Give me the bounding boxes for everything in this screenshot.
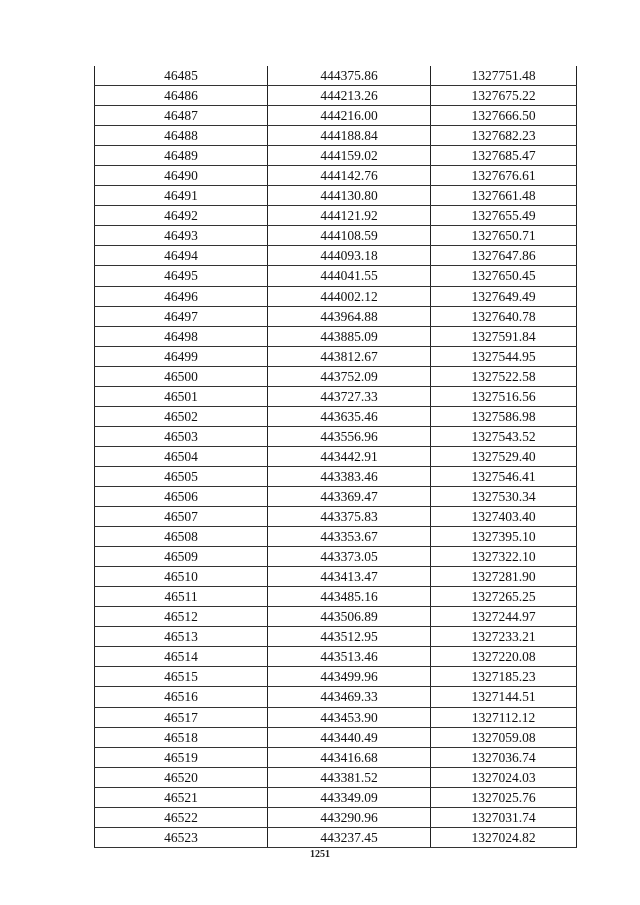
y-coordinate-cell: 1327546.41 xyxy=(431,466,577,486)
y-coordinate-cell: 1327661.48 xyxy=(431,186,577,206)
x-coordinate-cell: 443556.96 xyxy=(268,426,431,446)
point-id-cell: 46502 xyxy=(95,406,268,426)
table-row xyxy=(95,406,577,426)
x-coordinate-cell: 443812.67 xyxy=(268,346,431,366)
table-row xyxy=(95,547,577,567)
y-coordinate-cell: 1327591.84 xyxy=(431,326,577,346)
point-id-cell: 46517 xyxy=(95,707,268,727)
point-id-cell: 46488 xyxy=(95,126,268,146)
y-coordinate-cell: 1327666.50 xyxy=(431,106,577,126)
x-coordinate-cell: 443485.16 xyxy=(268,587,431,607)
point-id-cell: 46505 xyxy=(95,466,268,486)
y-coordinate-cell: 1327024.82 xyxy=(431,827,577,847)
table-row xyxy=(95,466,577,486)
y-coordinate-cell: 1327244.97 xyxy=(431,607,577,627)
point-id-cell: 46498 xyxy=(95,326,268,346)
y-coordinate-cell: 1327682.23 xyxy=(431,126,577,146)
point-id-cell: 46491 xyxy=(95,186,268,206)
table-row xyxy=(95,807,577,827)
table-row xyxy=(95,186,577,206)
x-coordinate-cell: 443416.68 xyxy=(268,747,431,767)
y-coordinate-cell: 1327530.34 xyxy=(431,486,577,506)
table-row xyxy=(95,326,577,346)
coordinates-table-body xyxy=(95,66,577,847)
y-coordinate-cell: 1327233.21 xyxy=(431,627,577,647)
y-coordinate-cell: 1327031.74 xyxy=(431,807,577,827)
y-coordinate-cell: 1327529.40 xyxy=(431,446,577,466)
table-row xyxy=(95,787,577,807)
y-coordinate-cell: 1327675.22 xyxy=(431,86,577,106)
point-id-cell: 46501 xyxy=(95,386,268,406)
point-id-cell: 46503 xyxy=(95,426,268,446)
point-id-cell: 46521 xyxy=(95,787,268,807)
x-coordinate-cell: 444216.00 xyxy=(268,106,431,126)
y-coordinate-cell: 1327025.76 xyxy=(431,787,577,807)
y-coordinate-cell: 1327403.40 xyxy=(431,507,577,527)
y-coordinate-cell: 1327281.90 xyxy=(431,567,577,587)
x-coordinate-cell: 443512.95 xyxy=(268,627,431,647)
x-coordinate-cell: 443381.52 xyxy=(268,767,431,787)
table-row xyxy=(95,126,577,146)
y-coordinate-cell: 1327586.98 xyxy=(431,406,577,426)
table-row xyxy=(95,366,577,386)
table-row xyxy=(95,567,577,587)
point-id-cell: 46496 xyxy=(95,286,268,306)
x-coordinate-cell: 443635.46 xyxy=(268,406,431,426)
x-coordinate-cell: 444188.84 xyxy=(268,126,431,146)
y-coordinate-cell: 1327650.45 xyxy=(431,266,577,286)
x-coordinate-cell: 444375.86 xyxy=(268,66,431,86)
x-coordinate-cell: 444121.92 xyxy=(268,206,431,226)
point-id-cell: 46516 xyxy=(95,687,268,707)
x-coordinate-cell: 443353.67 xyxy=(268,527,431,547)
x-coordinate-cell: 443290.96 xyxy=(268,807,431,827)
point-id-cell: 46519 xyxy=(95,747,268,767)
point-id-cell: 46499 xyxy=(95,346,268,366)
y-coordinate-cell: 1327522.58 xyxy=(431,366,577,386)
x-coordinate-cell: 443369.47 xyxy=(268,486,431,506)
x-coordinate-cell: 443506.89 xyxy=(268,607,431,627)
y-coordinate-cell: 1327220.08 xyxy=(431,647,577,667)
point-id-cell: 46487 xyxy=(95,106,268,126)
y-coordinate-cell: 1327647.86 xyxy=(431,246,577,266)
x-coordinate-cell: 443375.83 xyxy=(268,507,431,527)
y-coordinate-cell: 1327685.47 xyxy=(431,146,577,166)
table-row xyxy=(95,106,577,126)
y-coordinate-cell: 1327650.71 xyxy=(431,226,577,246)
point-id-cell: 46507 xyxy=(95,507,268,527)
x-coordinate-cell: 443373.05 xyxy=(268,547,431,567)
y-coordinate-cell: 1327322.10 xyxy=(431,547,577,567)
table-row xyxy=(95,446,577,466)
table-row xyxy=(95,266,577,286)
point-id-cell: 46511 xyxy=(95,587,268,607)
x-coordinate-cell: 443885.09 xyxy=(268,326,431,346)
point-id-cell: 46490 xyxy=(95,166,268,186)
table-row xyxy=(95,687,577,707)
x-coordinate-cell: 443349.09 xyxy=(268,787,431,807)
y-coordinate-cell: 1327059.08 xyxy=(431,727,577,747)
x-coordinate-cell: 443383.46 xyxy=(268,466,431,486)
x-coordinate-cell: 444093.18 xyxy=(268,246,431,266)
point-id-cell: 46504 xyxy=(95,446,268,466)
y-coordinate-cell: 1327112.12 xyxy=(431,707,577,727)
x-coordinate-cell: 444142.76 xyxy=(268,166,431,186)
point-id-cell: 46506 xyxy=(95,486,268,506)
table-row xyxy=(95,627,577,647)
point-id-cell: 46489 xyxy=(95,146,268,166)
point-id-cell: 46492 xyxy=(95,206,268,226)
point-id-cell: 46515 xyxy=(95,667,268,687)
x-coordinate-cell: 443453.90 xyxy=(268,707,431,727)
point-id-cell: 46493 xyxy=(95,226,268,246)
table-row xyxy=(95,66,577,86)
y-coordinate-cell: 1327036.74 xyxy=(431,747,577,767)
table-row xyxy=(95,767,577,787)
coordinates-table xyxy=(94,66,577,848)
point-id-cell: 46509 xyxy=(95,547,268,567)
table-row xyxy=(95,346,577,366)
y-coordinate-cell: 1327185.23 xyxy=(431,667,577,687)
y-coordinate-cell: 1327751.48 xyxy=(431,66,577,86)
table-row xyxy=(95,246,577,266)
y-coordinate-cell: 1327655.49 xyxy=(431,206,577,226)
y-coordinate-cell: 1327544.95 xyxy=(431,346,577,366)
x-coordinate-cell: 443440.49 xyxy=(268,727,431,747)
table-row xyxy=(95,727,577,747)
table-row xyxy=(95,647,577,667)
table-row xyxy=(95,286,577,306)
point-id-cell: 46486 xyxy=(95,86,268,106)
x-coordinate-cell: 444041.55 xyxy=(268,266,431,286)
point-id-cell: 46495 xyxy=(95,266,268,286)
point-id-cell: 46520 xyxy=(95,767,268,787)
table-row xyxy=(95,146,577,166)
table-row xyxy=(95,486,577,506)
table-row xyxy=(95,386,577,406)
table-row xyxy=(95,607,577,627)
x-coordinate-cell: 443752.09 xyxy=(268,366,431,386)
table-row xyxy=(95,306,577,326)
table-row xyxy=(95,166,577,186)
y-coordinate-cell: 1327543.52 xyxy=(431,426,577,446)
point-id-cell: 46510 xyxy=(95,567,268,587)
y-coordinate-cell: 1327395.10 xyxy=(431,527,577,547)
point-id-cell: 46494 xyxy=(95,246,268,266)
table-row xyxy=(95,707,577,727)
y-coordinate-cell: 1327144.51 xyxy=(431,687,577,707)
page-number: 1251 xyxy=(310,849,330,860)
x-coordinate-cell: 444130.80 xyxy=(268,186,431,206)
table-row xyxy=(95,86,577,106)
x-coordinate-cell: 444108.59 xyxy=(268,226,431,246)
x-coordinate-cell: 444159.02 xyxy=(268,146,431,166)
x-coordinate-cell: 443727.33 xyxy=(268,386,431,406)
y-coordinate-cell: 1327640.78 xyxy=(431,306,577,326)
y-coordinate-cell: 1327676.61 xyxy=(431,166,577,186)
y-coordinate-cell: 1327516.56 xyxy=(431,386,577,406)
table-row xyxy=(95,507,577,527)
x-coordinate-cell: 443413.47 xyxy=(268,567,431,587)
point-id-cell: 46512 xyxy=(95,607,268,627)
table-row xyxy=(95,206,577,226)
point-id-cell: 46514 xyxy=(95,647,268,667)
point-id-cell: 46508 xyxy=(95,527,268,547)
point-id-cell: 46485 xyxy=(95,66,268,86)
table-row xyxy=(95,667,577,687)
table-row xyxy=(95,426,577,446)
x-coordinate-cell: 443964.88 xyxy=(268,306,431,326)
x-coordinate-cell: 444213.26 xyxy=(268,86,431,106)
table-row xyxy=(95,226,577,246)
point-id-cell: 46523 xyxy=(95,827,268,847)
x-coordinate-cell: 443469.33 xyxy=(268,687,431,707)
x-coordinate-cell: 443442.91 xyxy=(268,446,431,466)
point-id-cell: 46513 xyxy=(95,627,268,647)
x-coordinate-cell: 443499.96 xyxy=(268,667,431,687)
point-id-cell: 46518 xyxy=(95,727,268,747)
y-coordinate-cell: 1327024.03 xyxy=(431,767,577,787)
x-coordinate-cell: 443513.46 xyxy=(268,647,431,667)
y-coordinate-cell: 1327649.49 xyxy=(431,286,577,306)
table-row xyxy=(95,827,577,847)
point-id-cell: 46497 xyxy=(95,306,268,326)
table-row xyxy=(95,587,577,607)
table-row xyxy=(95,527,577,547)
table-row xyxy=(95,747,577,767)
point-id-cell: 46522 xyxy=(95,807,268,827)
x-coordinate-cell: 444002.12 xyxy=(268,286,431,306)
x-coordinate-cell: 443237.45 xyxy=(268,827,431,847)
point-id-cell: 46500 xyxy=(95,366,268,386)
y-coordinate-cell: 1327265.25 xyxy=(431,587,577,607)
